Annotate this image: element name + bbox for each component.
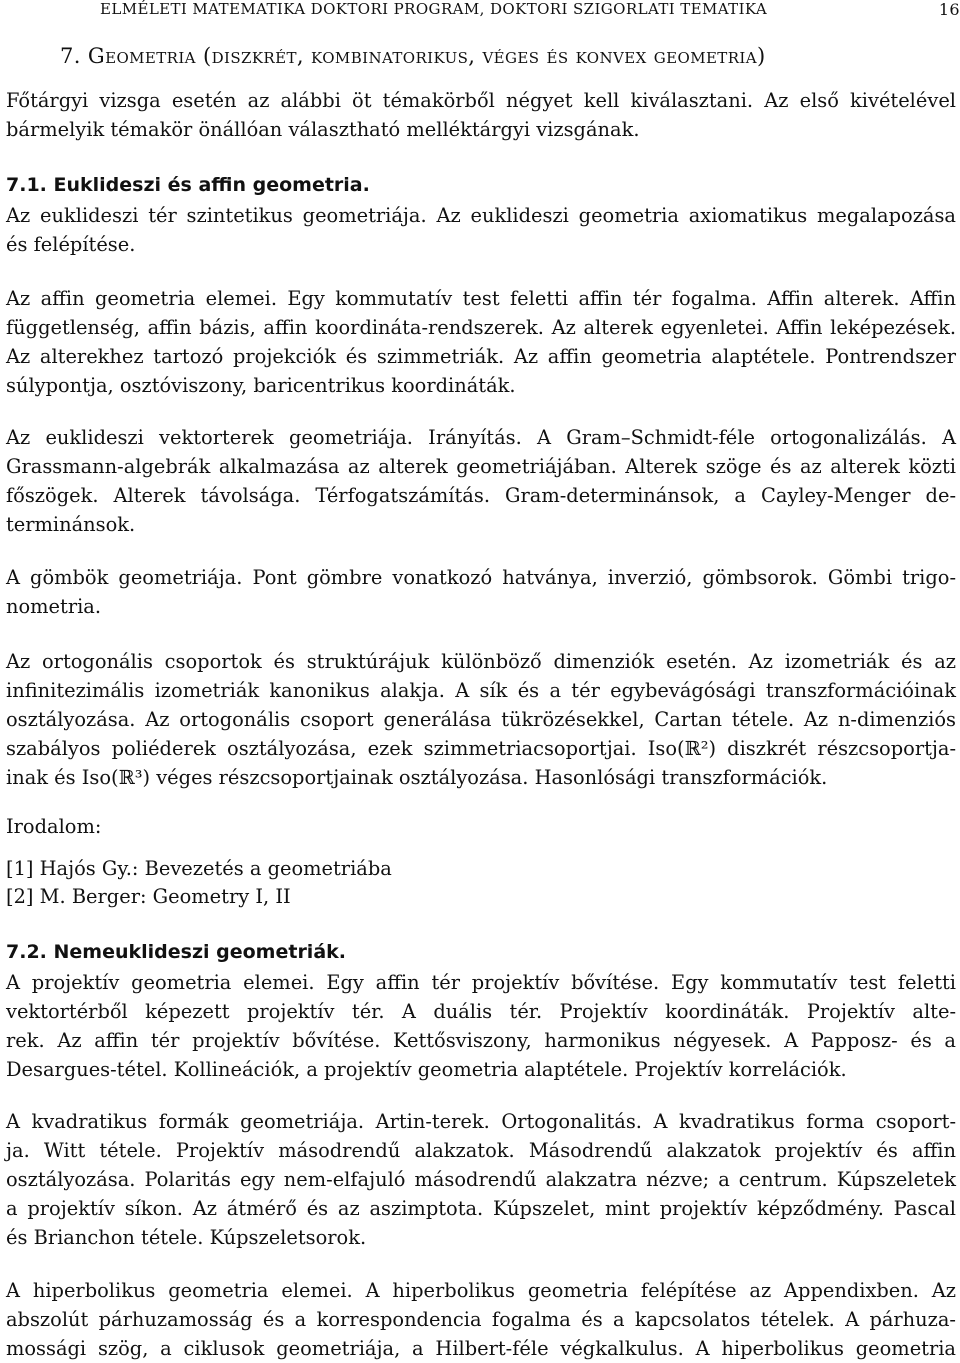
section-number: 7.: [60, 44, 81, 68]
reference-item: [1] Hajós Gy.: Bevezetés a geometriába: [6, 857, 392, 880]
text-line: ja. Witt tétele. Projektív másodrendű alakzatok. Másodrendű alakzatok projektív és affin: [6, 1139, 956, 1162]
text-line: főszögek. Alterek távolsága. Térfogatszámítás. Gram-determinánsok, a Cayley-Menger de-: [6, 484, 956, 507]
text-line: terminánsok.: [6, 513, 136, 536]
text-line: Desargues-tétel. Kollineációk, a projektív geometria alaptétele. Projektív korrelációk.: [6, 1058, 847, 1081]
text-line: mossági szög, a ciklusok geometriája, a Hilbert-féle végkalkulus. A hiperbolikus geometria: [6, 1337, 956, 1360]
text-line: A hiperbolikus geometria elemei. A hiperbolikus geometria felépítése az Appendixben. Az: [6, 1279, 956, 1302]
text-line: osztályozása. Az ortogonális csoport generálása tükrözésekkel, Cartan tétele. Az n-dimenziós: [6, 708, 956, 731]
intro-paragraph: [6, 86, 956, 144]
text-line: nometria.: [6, 595, 102, 618]
text-line: infinitezimális izometriák kanonikus alakja. A sík és a tér egybevágósági transzformációinak: [6, 679, 956, 702]
section-title-text: Geometria (diszkrét, kombinatorikus, véges és konvex geometria): [87, 44, 766, 68]
running-header: [100, 0, 960, 24]
page-number: 16: [938, 0, 960, 19]
subsection-heading-7-2: 7.2. Nemeuklideszi geometriák.: [6, 941, 346, 963]
paragraph: [6, 423, 956, 539]
paragraph: [6, 968, 956, 1084]
text-line: inak és Iso(ℝ³) véges részcsoportjainak osztályozása. Hasonlósági transzformációk.: [6, 766, 828, 789]
text-line: rek. Az affin tér projektív bővítése. Kettősviszony, harmonikus négyesek. A Papposz- és a: [6, 1029, 956, 1052]
reference-item: [2] M. Berger: Geometry I, II: [6, 885, 291, 908]
text-line: vektortérből képezett projektív tér. A duális tér. Projektív koordináták. Projektív alte-: [6, 1000, 956, 1023]
running-title: ELMÉLETI MATEMATIKA DOKTORI PROGRAM, DOKTORI SZIGORLATI TEMATIKA: [100, 0, 768, 18]
paragraph: [6, 1107, 956, 1252]
text-line: függetlenség, affin bázis, affin koordináta-rendszerek. Az alterek egyenletei. Affin leképezések.: [6, 316, 956, 339]
paragraph: [6, 1276, 956, 1363]
paragraph: [6, 284, 956, 400]
subsection-heading-7-1: 7.1. Euklideszi és affin geometria.: [6, 174, 370, 196]
paragraph: [6, 647, 956, 792]
text-line: Az euklideszi tér szintetikus geometriája. Az euklideszi geometria axiomatikus megalapozása: [6, 204, 956, 227]
paragraph: [6, 563, 956, 621]
text-line: Grassmann-algebrák alkalmazása az alterek geometriájában. Alterek szöge és az alterek közti: [6, 455, 956, 478]
literature-label: Irodalom:: [6, 815, 102, 838]
text-line: Az alterekhez tartozó projekciók és szimmetriák. Az affin geometria alaptétele. Pontrendszer: [6, 345, 956, 368]
paragraph: [6, 201, 956, 259]
text-line: súlypontja, osztóviszony, baricentrikus koordináták.: [6, 374, 516, 397]
text-line: bármelyik témakör önállóan választható melléktárgyi vizsgának.: [6, 118, 640, 141]
text-line: Főtárgyi vizsga esetén az alábbi öt témakörből négyet kell kiválasztani. Az első kivételével: [6, 89, 956, 112]
text-line: A gömbök geometriája. Pont gömbre vonatkozó hatványa, inverzió, gömbsorok. Gömbi trigo-: [6, 566, 956, 589]
text-line: A kvadratikus formák geometriája. Artin-terek. Ortogonalitás. A kvadratikus forma csoport-: [6, 1110, 956, 1133]
section-title: [60, 44, 960, 68]
text-line: Az euklideszi vektorterek geometriája. Irányítás. A Gram–Schmidt-féle ortogonalizálás. A: [6, 426, 956, 449]
text-line: és Brianchon tétele. Kúpszeletsorok.: [6, 1226, 367, 1249]
text-line: osztályozása. Polaritás egy nem-elfajuló másodrendű alakzatra nézve; a centrum. Kúpszeletek: [6, 1168, 956, 1191]
text-line: Az affin geometria elemei. Egy kommutatív test feletti affin tér fogalma. Affin alterek. Affin: [6, 287, 956, 310]
text-line: A projektív geometria elemei. Egy affin tér projektív bővítése. Egy kommutatív test feletti: [6, 971, 956, 994]
text-line: és felépítése.: [6, 233, 136, 256]
text-line: abszolút párhuzamosság és a korrespondencia fogalma és a kapcsolatos tételek. A párhuza-: [6, 1308, 956, 1331]
text-line: a projektív síkon. Az átmérő és az aszimptota. Kúpszelet, mint projektív képződmény. Pascal: [6, 1197, 956, 1220]
text-line: Az ortogonális csoportok és struktúrájuk különböző dimenziók esetén. Az izometriák és az: [6, 650, 956, 673]
text-line: szabályos poliéderek osztályozása, ezek szimmetriacsoportjai. Iso(ℝ²) diszkrét részcsoportja-: [6, 737, 956, 760]
